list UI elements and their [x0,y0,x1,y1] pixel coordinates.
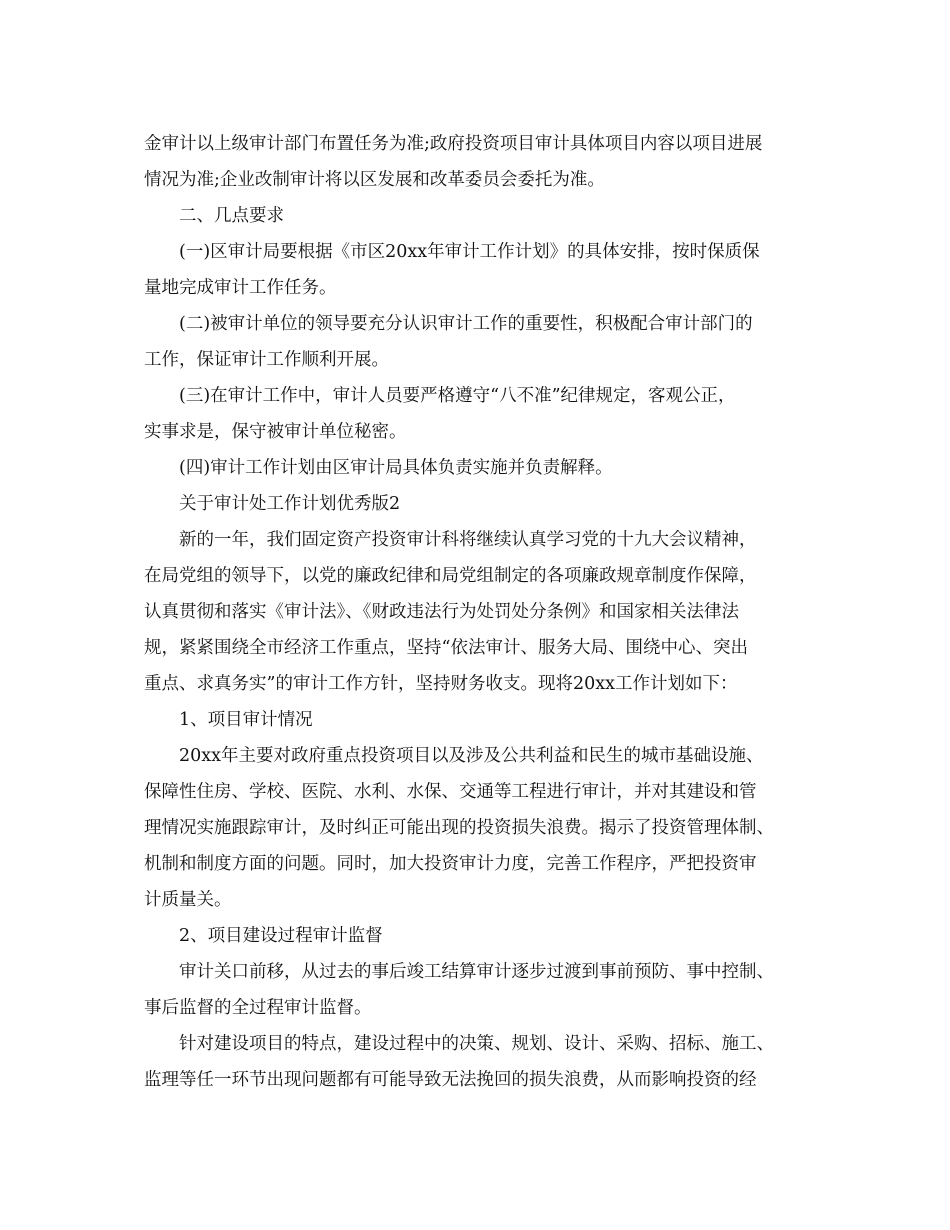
text-line: 情况为准;企业改制审计将以区发展和改革委员会委托为准。 [144,170,605,190]
text-line: 量地完成审计工作任务。 [144,278,337,298]
text-line: 1、项目审计情况 [179,710,313,730]
text-line: 新的一年，我们固定资产投资审计科将继续认真学习党的十九大会议精神， [179,530,757,550]
text-line: 工作，保证审计工作顺利开展。 [144,350,389,370]
text-line: 认真贯彻和落实《审计法》、《财政违法行为处罚处分条例》和国家相关法律法 [144,602,739,622]
text-line: (一)区审计局要根据《市区20xx年审计工作计划》的具体安排，按时保质保 [179,242,760,262]
text-line: 20xx年主要对政府重点投资项目以及涉及公共利益和民生的城市基础设施、 [179,746,764,766]
text-line: 重点、求真务实”的审计工作方针，坚持财务收支。现将20xx工作计划如下： [144,674,738,694]
text-line: 机制和制度方面的问题。同时，加大投资审计力度，完善工作程序，严把投资审 [144,854,757,874]
text-line: 计质量关。 [144,890,232,910]
text-line: 理情况实施跟踪审计，及时纠正可能出现的投资损失浪费。揭示了投资管理体制、 [144,818,774,838]
text-line: 关于审计处工作计划优秀版2 [179,494,401,514]
text-line: (四)审计工作计划由区审计局具体负责实施并负责解释。 [179,458,613,478]
text-line: (二)被审计单位的领导要充分认识审计工作的重要性，积极配合审计部门的 [179,314,753,334]
text-line: 二、几点要求 [179,206,284,226]
text-line: 监理等任一环节出现问题都有可能导致无法挽回的损失浪费，从而影响投资的经 [144,1070,757,1090]
text-line: (三)在审计工作中，审计人员要严格遵守“八不准”纪律规定，客观公正， [179,386,736,406]
document-body [144,126,809,1098]
text-line: 规，紧紧围绕全市经济工作重点，坚持“依法审计、服务大局、围绕中心、突出 [144,638,748,658]
text-line: 2、项目建设过程审计监督 [179,926,383,946]
text-line: 针对建设项目的特点，建设过程中的决策、规划、设计、采购、招标、施工、 [179,1034,774,1054]
text-line: 实事求是，保守被审计单位秘密。 [144,422,407,442]
text-line: 保障性住房、学校、医院、水利、水保、交通等工程进行审计，并对其建设和管 [144,782,757,802]
text-line: 金审计以上级审计部门布置任务为准;政府投资项目审计具体项目内容以项目进展 [144,134,763,154]
text-line: 事后监督的全过程审计监督。 [144,998,372,1018]
text-line: 审计关口前移，从过去的事后竣工结算审计逐步过渡到事前预防、事中控制、 [179,962,774,982]
text-line: 在局党组的领导下，以党的廉政纪律和局党组制定的各项廉政规章制度作保障， [144,566,757,586]
